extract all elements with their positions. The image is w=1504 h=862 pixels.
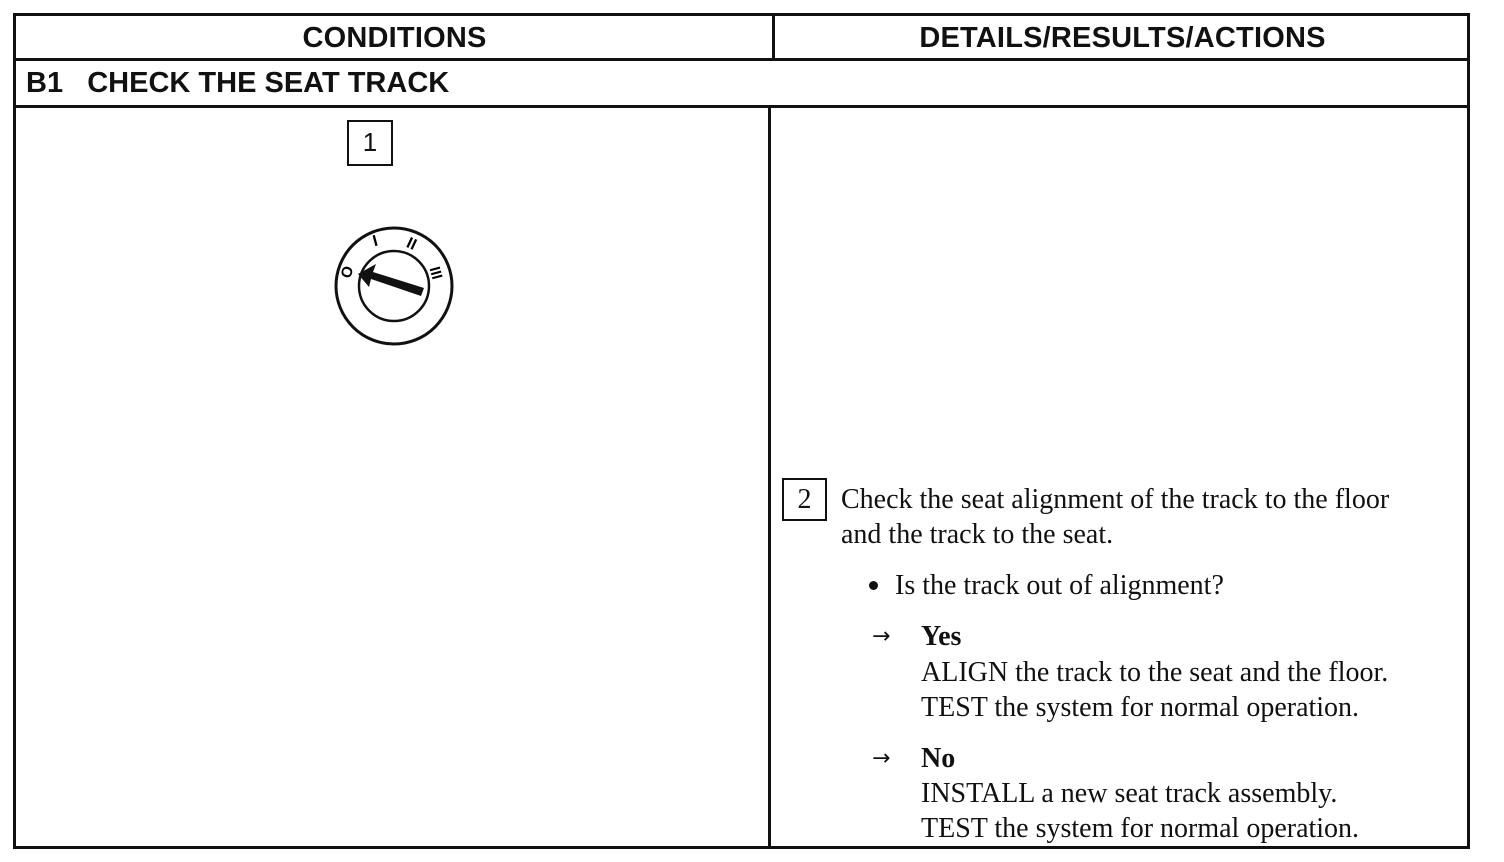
instruction-line-2: and the track to the seat. xyxy=(841,519,1114,550)
yes-label: Yes xyxy=(921,621,962,652)
diagnostic-table xyxy=(13,13,1470,849)
bullet-icon xyxy=(869,581,878,590)
column-divider xyxy=(768,108,771,849)
dial-mark-3: III xyxy=(425,264,446,282)
dial-mark-off: O xyxy=(337,263,358,281)
dial-mark-1: I xyxy=(371,232,380,251)
yes-action-2: TEST the system for normal operation. xyxy=(921,692,1360,723)
no-label: No xyxy=(921,743,956,774)
details-header: DETAILS/RESULTS/ACTIONS xyxy=(919,22,1326,54)
instruction-line-1: Check the seat alignment of the track to the floor xyxy=(841,484,1390,515)
section-row xyxy=(16,61,1467,108)
no-action-1: INSTALL a new seat track assembly. xyxy=(921,778,1338,809)
step-1-box: 1 xyxy=(347,120,393,166)
table-header-row xyxy=(16,16,1467,61)
question-text: Is the track out of alignment? xyxy=(895,570,1224,601)
step-2-box: 2 xyxy=(782,478,827,521)
dial-mark-2: II xyxy=(403,234,419,254)
no-arrow-icon: → xyxy=(872,746,891,771)
section-title: B1 CHECK THE SEAT TRACK xyxy=(26,67,450,99)
ignition-switch-icon xyxy=(332,224,456,348)
no-action-2: TEST the system for normal operation. xyxy=(921,813,1360,844)
conditions-header: CONDITIONS xyxy=(302,22,487,54)
yes-action-1: ALIGN the track to the seat and the floor. xyxy=(921,657,1389,688)
yes-arrow-icon: → xyxy=(872,624,891,649)
